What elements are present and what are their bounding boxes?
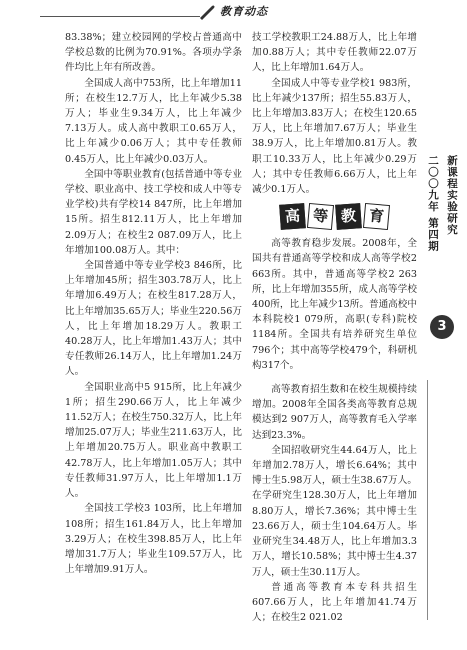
sidebar: [428, 155, 458, 385]
paragraph: 全国普通中等专业学校3 846所，比上年增加45所；招生303.78万人，比上年增加6.49万人；在校生817.28万人，比上年增加35.65万人；毕业生220.56万人，比上年增加18.29万人。教职工40.28万人，比上年增加1.43万人；其中专任教师26.14万人，比上年增加1.24万人。: [65, 260, 242, 378]
paragraph: 技工学校教职工24.88万人，比上年增加0.88万人；其中专任教师22.07万人，比上年增加1.64万人。: [252, 32, 417, 74]
right-top-paragraphs: [252, 30, 417, 197]
section-heading-char: 高: [279, 203, 306, 230]
paragraph: 普通高等教育本专科共招生607.66万人，比上年增加41.74万人；在校生2 021.02: [252, 581, 417, 624]
paragraph: 全国中等职业教育(包括普通中等专业学校、职业高中、技工学校和成人中等专业学校)共有学校14 847所，比上年增加15所。招生812.11万人，比上年增加2.09万人；在校生2 087.09万人，比上年增加100.08万人。其中：: [65, 168, 242, 256]
section-heading-char: 教: [335, 203, 362, 230]
page-number: 3: [430, 315, 454, 339]
paragraph: 全国成人高中753所，比上年增加11所；在校生12.7万人，比上年减少5.38万人；毕业生9.34万人，比上年减少7.13万人。成人高中教职工0.65万人，比上年减少0.06万人；其中专任教师0.45万人，比上年减少0.03万人。: [65, 77, 242, 165]
header-rule: [40, 16, 200, 17]
pen-nib-icon: [198, 2, 220, 20]
section-heading-char: 育: [363, 203, 390, 230]
sidebar-rule: [427, 380, 428, 620]
paragraph: 高等教育招生数和在校生规模持续增加。2008年全国各类高等教育总规模达到2 907万人，高等教育毛入学率达到23.3%。: [252, 384, 417, 441]
right-column: [252, 30, 417, 625]
section-heading-box: [252, 204, 417, 229]
paragraph: 全国成人中等专业学校1 983所，比上年减少137所；招生55.83万人，比上年增加3.83万人；在校生120.65万人，比上年增加7.67万人；毕业生38.9万人，比上年增加0.81万人。教职工10.33万人，比上年减少0.29万人；其中专任教师6.66万人，比上年减少0.1万人。: [252, 77, 417, 196]
journal-name: 新课程实验研究: [446, 155, 458, 236]
paragraph: 83.38%；建立校园网的学校占普通高中学校总数的比例为70.91%。各项办学条件均比上年有所改善。: [65, 32, 242, 74]
left-column: [65, 30, 242, 577]
right-bottom-paragraphs: [252, 236, 417, 625]
section-heading-char: 等: [307, 203, 334, 230]
paragraph: 全国职业高中5 915所，比上年减少1所；招生290.66万人，比上年减少11.52万人；在校生750.32万人，比上年增加25.07万人；毕业生211.63万人，比上年增加20.75万人。职业高中教职工42.78万人，比上年增加1.05万人；其中专任教师31.97万人，比上年增加1.1万人。: [65, 381, 242, 500]
paragraph: 高等教育稳步发展。2008年，全国共有普通高等学校和成人高等学校2 663所。其中，普通高等学校2 263所，比上年增加355所，成人高等学校400所，比上年减少13所。普通高校中本科院校1 079所，高职(专科)院校1184所。全国共有培养研究生单位796个；其中高等学校479个，科研机构317个。: [252, 238, 417, 371]
section-heading: [280, 204, 389, 229]
paragraph: 全国技工学校3 103所，比上年增加108所；招生161.84万人，比上年增加3.29万人；在校生398.85万人，比上年增加31.7万人；毕业生109.57万人，比上年增加9.91万人。: [65, 503, 242, 576]
issue-label: 二〇〇九年 第四期: [427, 155, 439, 252]
paragraph: 全国招收研究生44.64万人，比上年增加2.78万人，增长6.64%；其中博士生5.98万人，硕士生38.67万人。在学研究生128.30万人，比上年增加8.80万人，增长7.36%；其中博士生23.66万人，硕士生104.64万人。毕业研究生34.48万人，比上年增加3.3万人，增长10.58%；其中博士生4.37万人，硕士生30.11万人。: [252, 444, 417, 578]
header-title: 教育动态: [220, 5, 268, 18]
